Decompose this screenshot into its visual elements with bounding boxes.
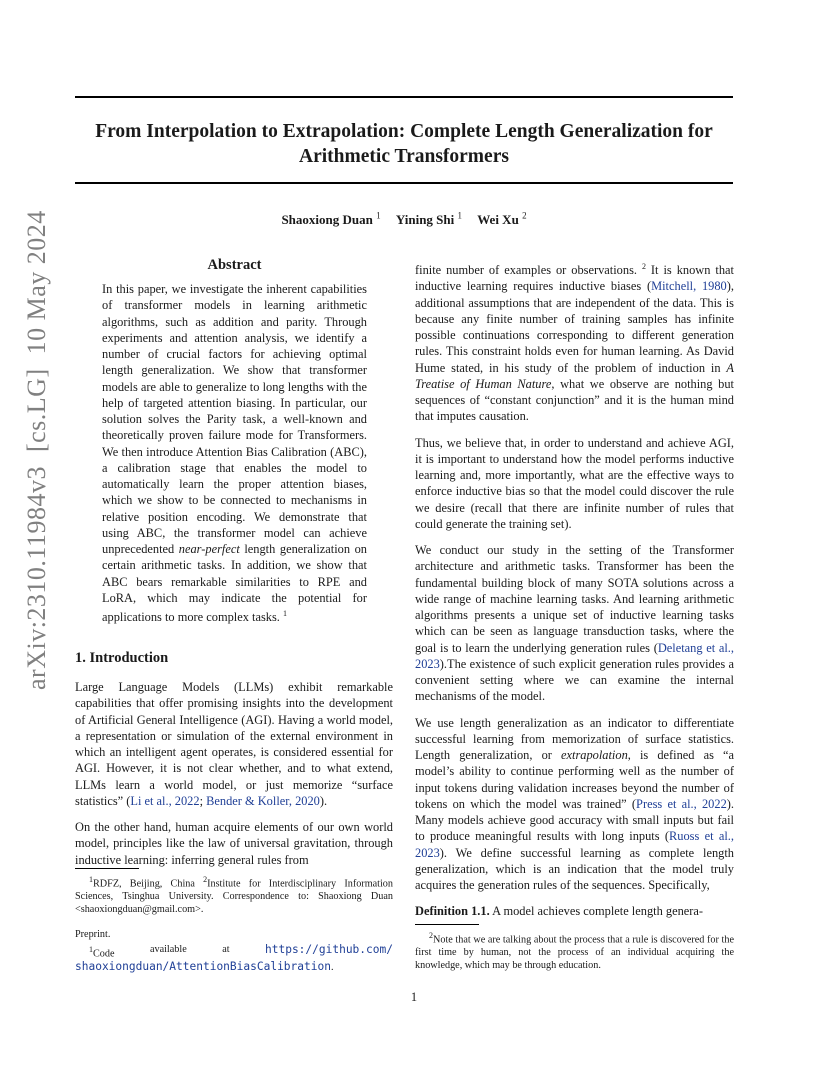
intro-paragraph-2: On the other hand, human acquire elements of our own world model, principles like the law of universal gravitation, through inductive learning: inferring general rules from <box>75 820 393 867</box>
abstract-text-part: In this paper, we investigate the inherent capabilities of transformer models in learning arithmetic algorithms, such as addition and parity. Through experiments and attention analysis, we identify a number of crucial factors for achieving optimal length generalization. We show that transformer models are able to generalize to long lengths with the help of targeted attention biasing. In particular, our solution solves the Parity task, a well-known and theoretically proven failure mode for Transformers. We then introduce Attention Bias Calibration (ABC), a calibration stage that enables the model to automatically learn the proper attention biases, which we show to be connected to mechanisms in relative position encoding. We demonstrate that using ABC, the transformer model can achieve unprecedented <box>102 282 367 556</box>
paragraph-text: Large Language Models (LLMs) exhibit remarkable capabilities that offer promising insights into the development of Artificial General Intelligence (AGI). Having a world model, a representation or simulation of the external environment in which an intelligent agent operates, is considered essential for AGI. However, it is not clear whether, and to what extend, LLMs learn a world model, or just memorize “surface statistics” ( <box>75 680 393 808</box>
right-paragraph-2: Thus, we believe that, in order to understand and achieve AGI, it is important to understand how the model performs inductive learning and, more importantly, what are the effective ways to enforce inductive bias so that the model could discover the rule we desire (recall that there are infinite number of rules that could generate the training set). <box>415 435 734 531</box>
paper-title: From Interpolation to Extrapolation: Complete Length Generalization for Arithmetic Transformers <box>95 121 713 167</box>
code-footnote-line-2 <box>75 960 393 974</box>
footnote-mark: 2 <box>429 931 433 940</box>
code-at-text: at <box>222 944 230 955</box>
section-heading: 1. Introduction <box>75 650 169 666</box>
author-affiliation-mark: 1 <box>376 211 381 221</box>
footnote-mark: 1 <box>89 945 93 954</box>
code-available-text: available <box>149 944 187 955</box>
abstract-heading: Abstract <box>207 257 262 273</box>
author-name: Wei Xu <box>477 212 519 228</box>
paragraph-text: finite number of examples or observations. <box>415 263 637 278</box>
citation-link[interactable]: Deletang et al., 2023 <box>415 640 735 671</box>
author-2 <box>396 212 462 227</box>
citation-link[interactable]: Mitchell, 1980 <box>651 279 727 294</box>
paragraph-text: , what we observe are nothing but sequences of “constant conjunction” and it is the human mind that imputes causation. <box>415 376 734 424</box>
code-footnote <box>75 943 393 974</box>
right-paragraph-4 <box>415 715 734 894</box>
right-column <box>415 259 734 930</box>
paragraph-text: , is defined as “a model’s ability to continue performing well as the number of input tokens during validation increases beyond the number of tokens on which the model was trained” ( <box>415 748 735 811</box>
affiliation-2: Institute for Interdisciplinary Information Sciences, Tsinghua University. Correspondence to: Shaoxiong Duan <shaoxiongduan@gmail.com>. <box>75 878 393 916</box>
definition-label: Definition 1.1. <box>415 904 490 919</box>
footnote-mark: 1 <box>89 875 93 884</box>
induction-footnote-text <box>415 929 734 972</box>
abstract-section <box>102 257 367 625</box>
paragraph-text: ), additional assumptions that are independent of the data. This is because any finite number of training samples has infinite possible continuations corresponding to different generation rules. This constraint holds even for human learning. As David Hume stated, in his study of the problem of induction in <box>415 279 734 375</box>
footnote-rule <box>415 924 479 925</box>
abstract-text-part: length generalization on certain arithmetic tasks. In addition, we show that ABC bears remarkable similarities to RPE and LoRA, which may indicate the potential for applications to more complex tasks. <box>102 542 367 625</box>
arxiv-date: 10 May 2024 <box>22 210 51 355</box>
code-repo-link-continued[interactable]: shaoxiongduan/AttentionBiasCalibration <box>75 960 331 974</box>
footnote-mark: 1 <box>283 609 288 618</box>
author-1 <box>281 212 380 227</box>
paragraph-text: ). We define successful learning as complete length generalization, which is an indication that the model truly acquires the generation rules of the sequences. Specifically, <box>415 845 734 893</box>
code-label: Code <box>93 948 115 960</box>
citation-link[interactable]: Ruoss et al., 2023 <box>415 829 735 860</box>
footnote-mark: 2 <box>641 262 646 271</box>
code-label-group <box>75 943 115 960</box>
arxiv-id: arXiv:2310.11984v3 <box>22 466 51 690</box>
author-affiliation-mark: 1 <box>457 211 463 221</box>
right-paragraph-1 <box>415 259 734 425</box>
footnote-text: Note that we are talking about the process that a rule is discovered for the first time by human, not the process of an individual acquiring the knowledge, which may be through education. <box>415 934 734 972</box>
affiliation-footnote <box>75 873 393 916</box>
paragraph-text: We use length generalization as an indicator to differentiate successful learning from memorization of surface statistics. Length generalization, or <box>415 715 734 763</box>
affiliation-text <box>75 873 393 916</box>
code-footnote-line-1 <box>75 943 393 960</box>
citation-separator: ; <box>199 793 207 808</box>
citation-link[interactable]: Li et al., 2022 <box>130 793 200 808</box>
footnote-mark: 2 <box>203 875 208 884</box>
arxiv-category: [cs.LG] <box>22 368 51 453</box>
intro-paragraph-1 <box>75 679 393 809</box>
footnote-rule <box>75 868 139 869</box>
author-name: Yining Shi <box>395 212 455 228</box>
abstract-text <box>102 281 367 625</box>
introduction-section <box>75 650 393 878</box>
author-3 <box>477 212 526 227</box>
preprint-label: Preprint. <box>75 929 111 940</box>
paragraph-text: ). <box>319 793 328 808</box>
author-affiliation-mark: 2 <box>522 211 527 221</box>
citation-link[interactable]: Bender & Koller, 2020 <box>206 793 320 808</box>
arxiv-identifier-sidebar <box>22 210 52 690</box>
paragraph-text: ). Many models achieve good accuracy with small inputs but fail to produce meaningful results with long inputs ( <box>415 796 734 844</box>
paragraph-text: It is known that inductive learning requires inductive biases ( <box>415 263 734 294</box>
page-number: 1 <box>410 990 418 1004</box>
title-bottom-rule <box>75 182 733 184</box>
author-list <box>75 211 733 228</box>
footnote-period: . <box>330 962 334 974</box>
term-emphasis: extrapolation <box>561 748 628 763</box>
right-paragraph-3 <box>415 542 734 705</box>
paragraph-text: ).The existence of such explicit generation rules provides a convenient setting where we can examine the internal mechanisms of the model. <box>415 656 734 704</box>
abstract-emphasis: near-perfect <box>178 542 240 556</box>
code-repo-link[interactable]: https://github.com/ <box>265 943 393 956</box>
author-name: Shaoxiong Duan <box>281 212 373 228</box>
definition-text: A model achieves complete length genera- <box>489 904 704 919</box>
citation-link[interactable]: Press et al., 2022 <box>636 796 727 811</box>
induction-footnote <box>415 929 734 972</box>
affiliation-1: RDFZ, Beijing, China <box>93 878 204 890</box>
definition-1-1 <box>415 903 734 919</box>
paragraph-text: We conduct our study in the setting of the Transformer architecture and arithmetic tasks. Transformer has been the fundamental building block of many SOTA solutions across a wide range of machine learning tasks. And learning arithmetic algorithms presents a unique set of inductive learning tasks which can be seen as language transduction tasks, where the goal is to learn the underlying generation rules ( <box>415 543 734 655</box>
top-rule <box>75 96 733 98</box>
book-title: A Treatise of Human Nature <box>415 360 734 391</box>
